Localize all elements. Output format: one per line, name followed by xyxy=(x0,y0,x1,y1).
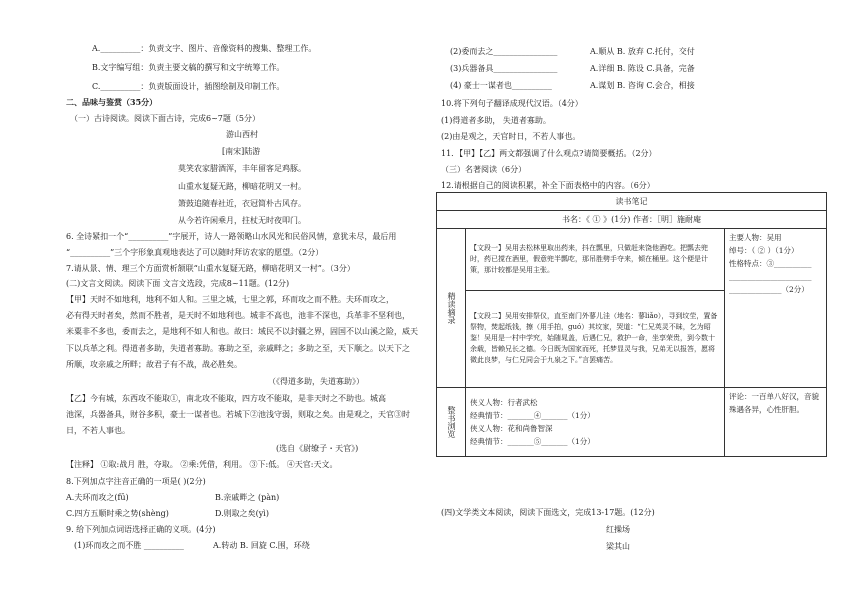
question-9-options: A.转动 B. 回旋 C.围，环绕 xyxy=(213,541,310,550)
personality-blank: 性格特点：③__________ xyxy=(729,259,812,268)
personality-blank-2: ______________________ xyxy=(729,272,812,281)
excerpt-2: 【文段二】吴用安排祭仪，直至南门外蓼儿洼（地名：蓼liǎo），寻到坟茔，置备祭物，焚起纸钱，擦（用手拍，guó）其坟家，哭道：“仁兄英灵不昧，乞为昭鉴！吴用是一村中学究，始随晁盖，后遇仁兄，救护一命，坐享荣贵，到今数十余载，皆赖兄长之德。今日既为国家而死，托梦显灵与我，兄弟无以报答，愿将微此良梦，与仁兄同会于九泉之下。”言罢痛苦。 xyxy=(466,290,725,387)
nickname-blank: 绰号：（ ② ）（1分） xyxy=(729,246,799,255)
plot-2-blank: 经典情节：_______⑤_______（1分） xyxy=(470,437,595,446)
character-name: 主要人物：吴用 xyxy=(729,233,782,242)
question-7: 7.请从景、情、理三个方面赏析颔联“山重水复疑无路，柳暗花明又一村”。（3分） xyxy=(66,264,355,273)
table-title: 读书笔记 xyxy=(437,193,827,211)
passage-line: 所顺，攻亲戚之所畔；故君子有不战，战必胜矣。 xyxy=(66,360,242,369)
poem-author: [南宋]陆游 xyxy=(222,147,261,156)
row-label-overview: 整书浏览 xyxy=(437,388,466,457)
text-line: A.__________：负责文字、图片、音像资料的搜集、整理工作。 xyxy=(92,44,317,53)
option-b: B.亲戚畔之 (pàn) xyxy=(215,493,280,502)
section-heading: 二、品味与鉴赏（35分） xyxy=(66,97,158,107)
plot-1-blank: 经典情节：_______④_______（1分） xyxy=(470,411,595,420)
passage-line: 日，不若人事也。 xyxy=(66,426,130,435)
comment-cell: 评论：一百单八好汉，音貌殊遇各异，心性肝胆。 xyxy=(725,388,827,457)
question-9-options: A.顺从 B. 放弃 C.托付，交付 xyxy=(590,47,695,56)
table-book-row: 书名：《 ① 》(1分) 作者：［明］施耐庵 xyxy=(437,211,827,229)
option-a: A.夫环而攻之(fū) xyxy=(66,493,129,502)
personality-blank-3: ______________（2分） xyxy=(729,285,809,294)
poem-line: 从今若许闲乘月，拄杖无时夜叩门。 xyxy=(178,216,306,225)
passage-source: （《得道多助，失道寡助》） xyxy=(268,377,364,386)
subsection-heading: (二)文言文阅读。阅读下面 文言文选段，完成8~11题。(12分) xyxy=(66,279,290,288)
question-6: 6. 全诗紧扣一个“__________”字展开，诗人一路领略山水风光和民俗风情，意犹未尽，最后用 xyxy=(66,232,397,241)
poem-title: 游山西村 xyxy=(226,130,258,139)
poem-line: 莫笑农家腊酒浑，丰年留客足鸡豚。 xyxy=(178,164,306,173)
question-9-options: A.详细 B. 陈设 C.具备，完备 xyxy=(590,64,695,73)
option-c: C.四方五顺时乘之势(shèng) xyxy=(66,509,169,518)
subsection-heading: (四)文学类文本阅读，阅读下面选文，完成13-17题。(12分) xyxy=(441,508,655,517)
plot-cell xyxy=(466,388,725,457)
passage-source: (选自《尉缭子・天官》) xyxy=(276,444,359,453)
question-10: 10.将下列句子翻译成现代汉语。（4分） xyxy=(441,99,583,108)
question-9-item: (4) 豪士一谋者也__________ xyxy=(450,81,552,90)
poem-line: 山重水复疑无路，柳暗花明又一村。 xyxy=(178,182,306,191)
passage-line: 池深，兵器备具，财谷多积，豪士一谋者也。若城下②池浅守弱，则取之矣。由是观之，天官③时 xyxy=(66,410,410,419)
story-title: 红操场 xyxy=(606,525,630,534)
option-d: D.则取之矣(yì) xyxy=(215,509,269,518)
question-11: 11．【甲】【乙】两文都强调了什么观点?请简要概括。（2分） xyxy=(441,149,657,158)
subsection-heading: （一）古诗阅读。阅读下面古诗，完成6~7题（5分） xyxy=(70,114,260,123)
question-9-item: (1)环而攻之而不胜 __________ xyxy=(74,541,184,550)
question-9-item: (3)兵器备具________________ xyxy=(450,64,558,73)
text-line: C.__________：负责版面设计，插图绘制及印制工作。 xyxy=(92,82,285,91)
question-12: 12.请根据自己的阅读积累，补全下面表格中的内容。（6分） xyxy=(441,181,655,190)
hero-1: 侠义人物：行者武松 xyxy=(470,398,538,407)
question-9-item: (2)委而去之________________ xyxy=(450,47,558,56)
excerpt-1: 【文段一】吴用去松林里取出药来，抖在瓢里，只做赶来饶他酒吃。把瓢去兜时，药已搅在酒里，假意兜半瓢吃，那吊胜劈手夺来，倾在桶里。这个便是计策，那计较都是吴用主张。 xyxy=(466,229,725,291)
hero-2: 侠义人物：花和尚鲁智深 xyxy=(470,424,553,433)
story-author: 梁其山 xyxy=(606,542,630,551)
poem-line: 箫鼓追随春社近，衣冠简朴古风存。 xyxy=(178,199,306,208)
reading-notes-table xyxy=(436,192,827,457)
passage-line: 米粟非不多也，委而去之，是地利不如人和也。故曰：域民不以封疆之界，固国不以山溪之险，威天 xyxy=(66,327,418,336)
footnote: 【注释】 ①取:战月 胜，夺取。 ②乘:凭借，利用。 ③下:低。 ④天官:天文。 xyxy=(66,460,338,469)
subsection-heading: （三）名著阅读（6分） xyxy=(441,165,527,174)
passage-line: 必有得天时者矣，然而不胜者，是天时不如地利也。城非不高也，池非不深也，兵革非不坚利也， xyxy=(66,311,410,320)
passage-line: 【甲】天时不如地利，地利不如人和。三里之城，七里之郭，环而攻之而不胜。夫环而攻之， xyxy=(66,295,394,304)
passage-line: 下以兵革之利。得道者多助，失道者寡助。寡助之至，亲戚畔之；多助之至，天下顺之。以天下之 xyxy=(66,344,410,353)
question-6-cont: “__________”三个字形象真观地表达了可以随时拜访农家的愿望。（2分） xyxy=(66,248,324,257)
question-10-item: (2)由是观之，天官时日，不若人事也。 xyxy=(441,132,581,141)
question-9-options: A.谋划 B. 咨询 C.会合，相接 xyxy=(590,81,695,90)
passage-line: 【乙】今有城，东西攻不能取①，南北攻不能取，四方攻不能取，是非天时之不助也。城高 xyxy=(66,394,386,403)
row-label-excerpt: 精读摘录 xyxy=(437,229,466,388)
character-cell xyxy=(725,229,827,388)
question-9: 9. 给下列加点词语选择正确的义项。(4分) xyxy=(66,525,216,534)
question-8: 8.下列加点字注音正确的一项是( )(2分) xyxy=(66,477,206,486)
question-10-item: (1)得道者多助， 失道者寡助。 xyxy=(441,116,551,125)
text-line: B.文字编写组：负责主要文稿的撰写和文字统筹工作。 xyxy=(92,63,285,72)
